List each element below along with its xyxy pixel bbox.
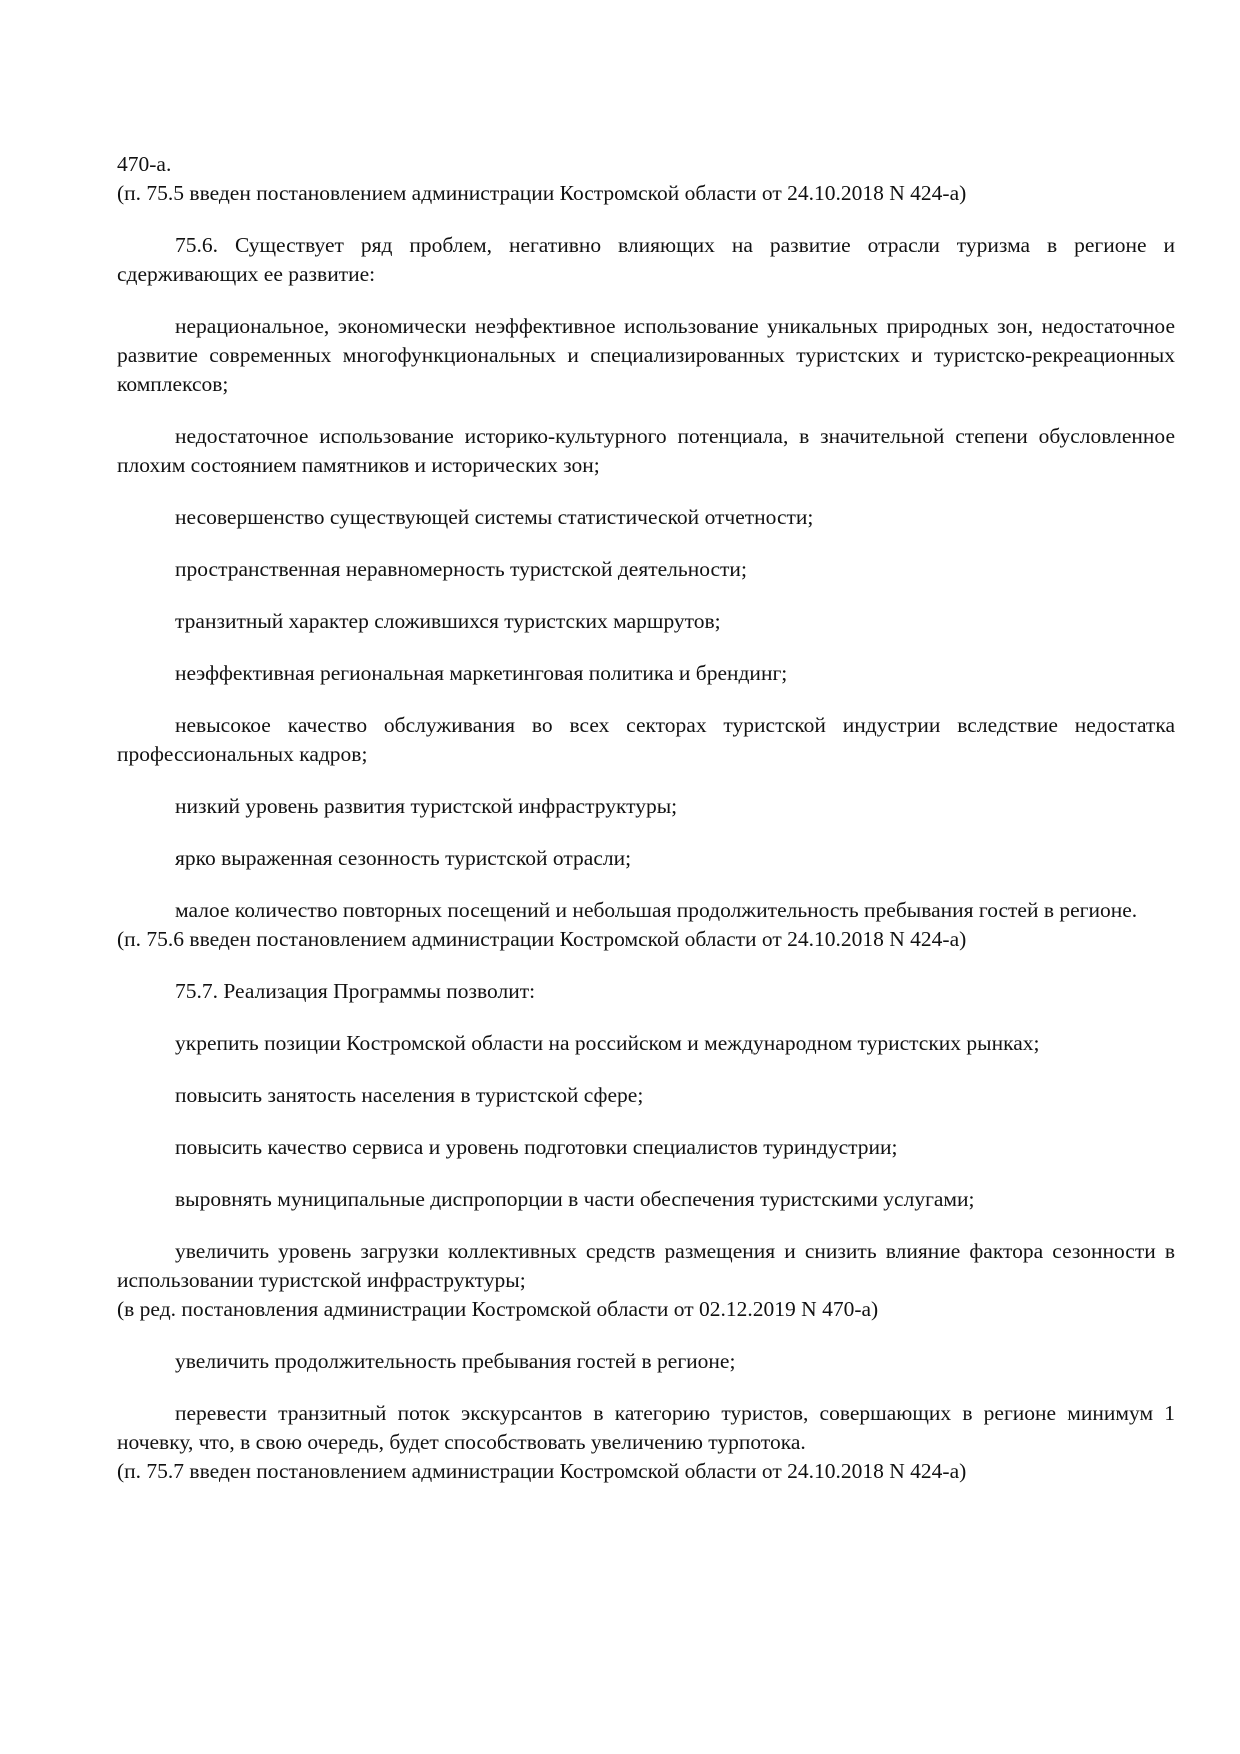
- problem-item: нерациональное, экономически неэффективное использование уникальных природных зон, недостаточное развитие современных многофункциональных и специализированных туристских и туристско-рекреационных комплексов;: [117, 314, 1175, 396]
- problem-item: транзитный характер сложившихся туристских маршрутов;: [175, 609, 721, 633]
- result-item: увеличить продолжительность пребывания гостей в регионе;: [175, 1349, 736, 1373]
- problem-item: пространственная неравномерность туристской деятельности;: [175, 557, 747, 581]
- problem-item: неэффективная региональная маркетинговая политика и брендинг;: [175, 661, 788, 685]
- paragraph-75-6-intro: 75.6. Существует ряд проблем, негативно влияющих на развитие отрасли туризма в регионе и сдерживающих ее развитие:: [117, 233, 1175, 286]
- result-item: укрепить позиции Костромской области на российском и международном туристских рынках;: [175, 1031, 1040, 1055]
- amendment-note-75-5: (п. 75.5 введен постановлением администрации Костромской области от 24.10.2018 N 424-а): [117, 181, 967, 205]
- result-item: повысить занятость населения в туристской сфере;: [175, 1083, 644, 1107]
- result-item: выровнять муниципальные диспропорции в части обеспечения туристскими услугами;: [175, 1187, 975, 1211]
- paragraph-75-7-intro: 75.7. Реализация Программы позволит:: [175, 979, 536, 1003]
- result-item: повысить качество сервиса и уровень подготовки специалистов туриндустрии;: [175, 1135, 898, 1159]
- problem-item: ярко выраженная сезонность туристской отрасли;: [175, 846, 632, 870]
- problem-item: низкий уровень развития туристской инфраструктуры;: [175, 794, 678, 818]
- document-page: [117, 150, 1175, 1486]
- top-fragment: 470-а.: [117, 152, 172, 176]
- problem-item: недостаточное использование историко-культурного потенциала, в значительной степени обусловленное плохим состоянием памятников и исторических зон;: [117, 424, 1175, 477]
- problem-item: малое количество повторных посещений и небольшая продолжительность пребывания гостей в регионе.: [175, 898, 1138, 922]
- result-item: перевести транзитный поток экскурсантов в категорию туристов, совершающих в регионе минимум 1 ночевку, что, в свою очередь, будет способствовать увеличению турпотока.: [117, 1401, 1175, 1454]
- amendment-note-75-6: (п. 75.6 введен постановлением администрации Костромской области от 24.10.2018 N 424-а): [117, 927, 967, 951]
- result-item: увеличить уровень загрузки коллективных средств размещения и снизить влияние фактора сезонности в использовании туристской инфраструктуры;: [117, 1239, 1175, 1292]
- amendment-note-75-7: (п. 75.7 введен постановлением администрации Костромской области от 24.10.2018 N 424-а): [117, 1459, 967, 1483]
- problem-item: несовершенство существующей системы статистической отчетности;: [175, 505, 814, 529]
- amendment-note-redaction-2019: (в ред. постановления администрации Костромской области от 02.12.2019 N 470-а): [117, 1297, 879, 1321]
- problem-item: невысокое качество обслуживания во всех секторах туристской индустрии вследствие недостатка профессиональных кадров;: [117, 713, 1175, 766]
